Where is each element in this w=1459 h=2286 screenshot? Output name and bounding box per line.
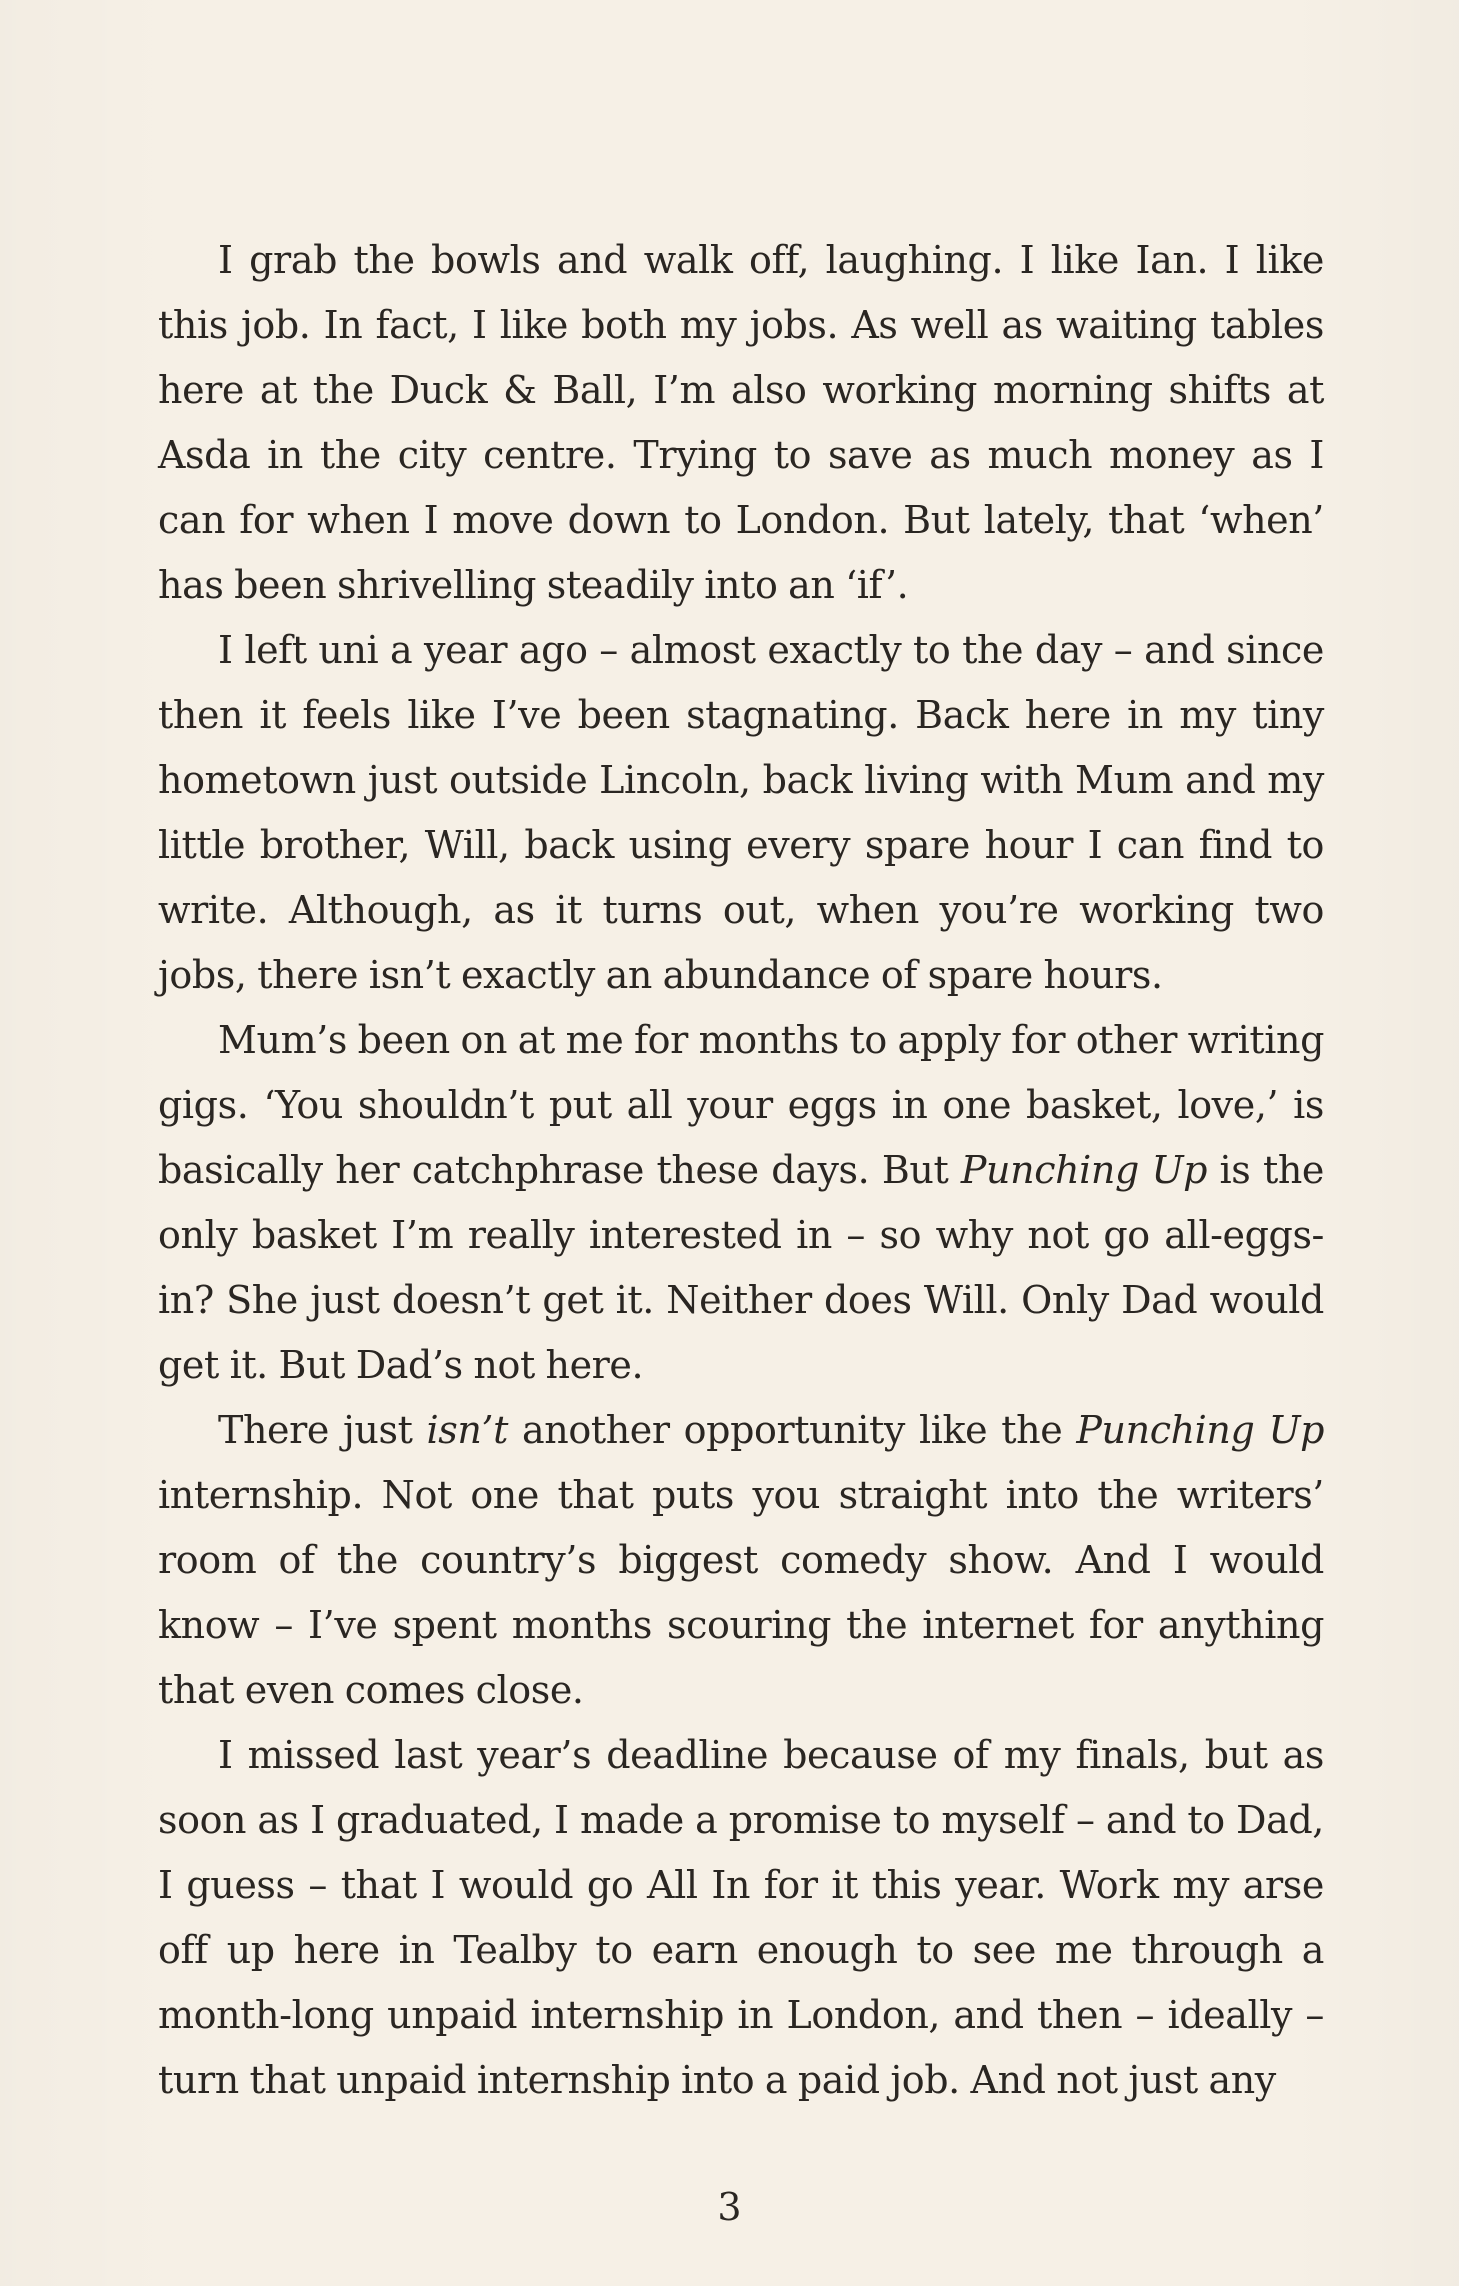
paragraph-4 xyxy=(158,1398,1324,1723)
body-text xyxy=(158,228,1324,2113)
paragraph-3 xyxy=(158,1008,1324,1398)
page-number: 3 xyxy=(717,2185,742,2229)
italic-emphasis: isn’t xyxy=(426,1408,508,1452)
paragraph-text: another opportunity like the xyxy=(507,1408,1077,1452)
paragraph-text: There just xyxy=(218,1408,427,1452)
paragraph-text: I grab the bowls and walk off, laughing. I like Ian. I like this job. In fact, I like both my jobs. As well as waiting tables here at the Duck & Ball, I’m also working morning shifts at Asda in the city centre. Trying to save as much money as I can for when I move down to London. But lately, that ‘when’ has been shrivelling steadily into an ‘if’. xyxy=(158,238,1324,607)
paragraph-text: I missed last year’s deadline because of my finals, but as soon as I graduated, I made a promise to myself – and to Dad, I guess – that I would go All In for it this year. Work my arse off up here in Tealby to earn enough to see me through a month-long unpaid internship in London, and then – ideally – turn that unpaid internship into a paid job. And not just any xyxy=(158,1733,1324,2102)
paragraph-text: internship. Not one that puts you straight into the writers’ room of the country’s biggest comedy show. And I would know – I’ve spent months scouring the internet for anything that even comes close. xyxy=(158,1473,1324,1712)
paragraph-text: I left uni a year ago – almost exactly to the day – and since then it feels like I’ve been stagnating. Back here in my tiny hometown just outside Lincoln, back living with Mum and my little brother, Will, back using every spare hour I can find to write. Although, as it turns out, when you’re working two jobs, there isn’t exactly an abundance of spare hours. xyxy=(158,628,1324,997)
paragraph-2 xyxy=(158,618,1324,1008)
paragraph-text: Mum’s been on at me for months to apply for other writing gigs. ‘You shouldn’t put all your eggs in one basket, love,’ is basically her catchphrase these days. But xyxy=(158,1018,1324,1192)
paragraph-5 xyxy=(158,1723,1324,2113)
italic-title: Punching Up xyxy=(960,1148,1207,1192)
paragraph-1 xyxy=(158,228,1324,618)
paragraph-text: is the only basket I’m really interested in – so why not go all-eggs-in? She just doesn’t get it. Neither does Will. Only Dad would get it. But Dad’s not here. xyxy=(158,1148,1324,1387)
italic-title: Punching Up xyxy=(1076,1408,1324,1452)
